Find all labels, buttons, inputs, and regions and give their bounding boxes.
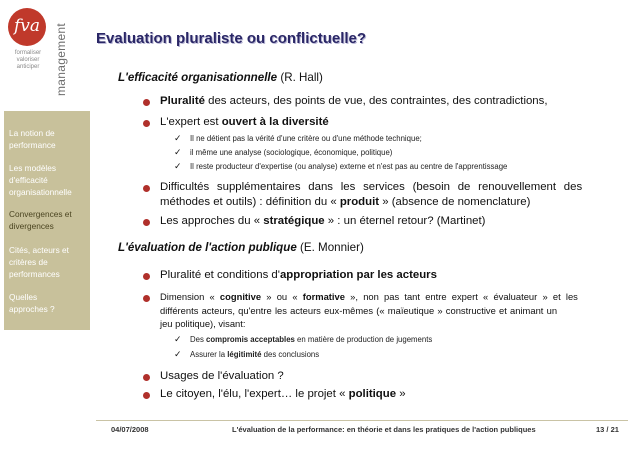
checkmark-icon: ✓ (174, 334, 182, 344)
bullet-icon (143, 219, 150, 226)
sidebar-item-label: La notion de (9, 128, 55, 138)
section-heading-efficacite (118, 71, 323, 84)
bold-text: ouvert à la diversité (221, 116, 329, 128)
plain-text: » : un éternel retour? (Martinet) (324, 215, 486, 227)
bullet-icon (143, 185, 150, 192)
sidebar-item-approches[interactable] (9, 291, 91, 315)
sidebar-item-label: organisationnelle (9, 187, 72, 197)
bullet-icon (143, 374, 150, 381)
bold-text: Pluralité (160, 95, 205, 107)
bullet-text-strategique (160, 214, 485, 228)
sidebar-item-label: performance (9, 140, 56, 150)
bullet-icon (143, 99, 150, 106)
sidebar-item-label: Les modèles (9, 163, 57, 173)
bullet-text-difficultes-l1: Difficultés supplémentaires dans les services (besoin de renouvellement des (160, 181, 583, 193)
sub-item-legitimite (190, 350, 319, 360)
bold-text: politique (348, 388, 397, 400)
sidebar-item-label: Quelles (9, 292, 38, 302)
plain-text: Pluralité et conditions d' (160, 269, 280, 281)
bullet-icon (143, 273, 150, 280)
plain-text: Dimension « (160, 291, 220, 302)
sub-item-text: Il reste producteur d'expertise (ou analyse) externe et n'est pas au centre de l'apprentissage (190, 162, 508, 171)
bold-text: produit (336, 196, 380, 208)
bullet-text-dimension-l3: jeu politique), visant: (160, 318, 246, 329)
sidebar-nav (4, 111, 90, 330)
sidebar-item-label: Convergences et (9, 209, 72, 219)
bold-text: cognitive (219, 291, 262, 302)
plain-text: » (396, 388, 406, 400)
page-number: 13 / 21 (596, 425, 619, 434)
plain-text: » ou « (261, 291, 303, 302)
plain-text: » (absence de nomenclature) (379, 196, 531, 208)
logo-tagline (6, 50, 50, 71)
bullet-text-dimension-l1 (160, 291, 578, 303)
sidebar-item-notion-performance[interactable] (9, 127, 91, 151)
bold-text: stratégique (263, 215, 325, 227)
footer-title: L'évaluation de la performance: en théorie et dans les pratiques de l'action publiques (232, 425, 536, 434)
bullet-text-dimension-l2: différents acteurs, qu'entre les acteurs eux-mêmes (« maïeutique » constructive et animant un (160, 305, 558, 316)
logo-vertical-text (52, 8, 68, 98)
sidebar-item-convergences[interactable] (9, 208, 91, 232)
logo-brand: fva (13, 16, 41, 36)
bullet-icon (143, 392, 150, 399)
bold-text: légitimité (227, 350, 262, 359)
bullet-text-appropriation (160, 268, 437, 282)
bullet-text-expert-ouvert (160, 115, 329, 129)
bold-text: formative (302, 291, 345, 302)
checkmark-icon: ✓ (174, 161, 182, 171)
logo-tagline-2: valoriser (16, 57, 40, 63)
logo-tagline-1: formaliser (14, 50, 42, 56)
sidebar-item-label: critères de (9, 257, 48, 267)
sidebar-item-label: d'efficacité (9, 175, 48, 185)
bullet-text-citoyen (160, 387, 406, 401)
bullet-icon (143, 120, 150, 127)
bullet-icon (143, 295, 150, 302)
sidebar-item-label: approches ? (9, 304, 55, 314)
plain-text: en matière de production de jugements (294, 335, 433, 344)
sub-item-compromis (190, 335, 432, 345)
sidebar-item-label: performances (9, 269, 60, 279)
sub-item-text: il même une analyse (sociologique, économique, politique) (190, 148, 393, 157)
bullet-text-difficultes-l2 (160, 195, 530, 209)
plain-text: Des (190, 335, 207, 344)
section-heading-bold: L'évaluation de l'action publique (118, 241, 297, 254)
checkmark-icon: ✓ (174, 349, 182, 359)
plain-text: », non pas tant entre expert « évaluateur » et les (344, 291, 578, 302)
sub-item-text: Il ne détient pas la vérité d'une critère ou d'une méthode technique; (190, 134, 422, 143)
plain-text: L'expert est (160, 116, 222, 128)
section-heading-action-publique (118, 241, 364, 254)
logo-tagline-3: anticiper (16, 64, 40, 70)
plain-text: des acteurs, des points de vue, des contraintes, des contradictions, (204, 95, 548, 107)
logo-management: management (54, 22, 68, 96)
section-heading-author: (R. Hall) (277, 71, 323, 84)
sidebar-item-cites-acteurs[interactable] (9, 244, 91, 280)
plain-text: Les approches du « (160, 215, 264, 227)
bold-text: compromis acceptables (206, 335, 295, 344)
fva-logo (6, 6, 82, 96)
plain-text: méthodes et outils) : définition du « (160, 196, 337, 208)
checkmark-icon: ✓ (174, 147, 182, 157)
slide-title: Evaluation pluraliste ou conflictuelle? (96, 30, 367, 47)
sidebar-item-label: divergences (9, 221, 54, 231)
sidebar-item-label: Cités, acteurs et (9, 245, 69, 255)
footer-date: 04/07/2008 (111, 425, 149, 434)
section-heading-bold: L'efficacité organisationnelle (118, 71, 278, 84)
bold-text: appropriation par les acteurs (279, 269, 437, 281)
plain-text: Assurer la (190, 350, 228, 359)
section-heading-author: (E. Monnier) (296, 241, 364, 254)
logo-mark (8, 8, 46, 46)
plain-text: des conclusions (261, 350, 320, 359)
sidebar-item-modeles[interactable] (9, 162, 91, 198)
bullet-text-pluralite (160, 94, 548, 108)
plain-text: Le citoyen, l'élu, l'expert… le projet « (160, 388, 349, 400)
checkmark-icon: ✓ (174, 133, 182, 143)
footer-divider (96, 420, 628, 421)
bullet-text-usages: Usages de l'évaluation ? (160, 370, 284, 382)
